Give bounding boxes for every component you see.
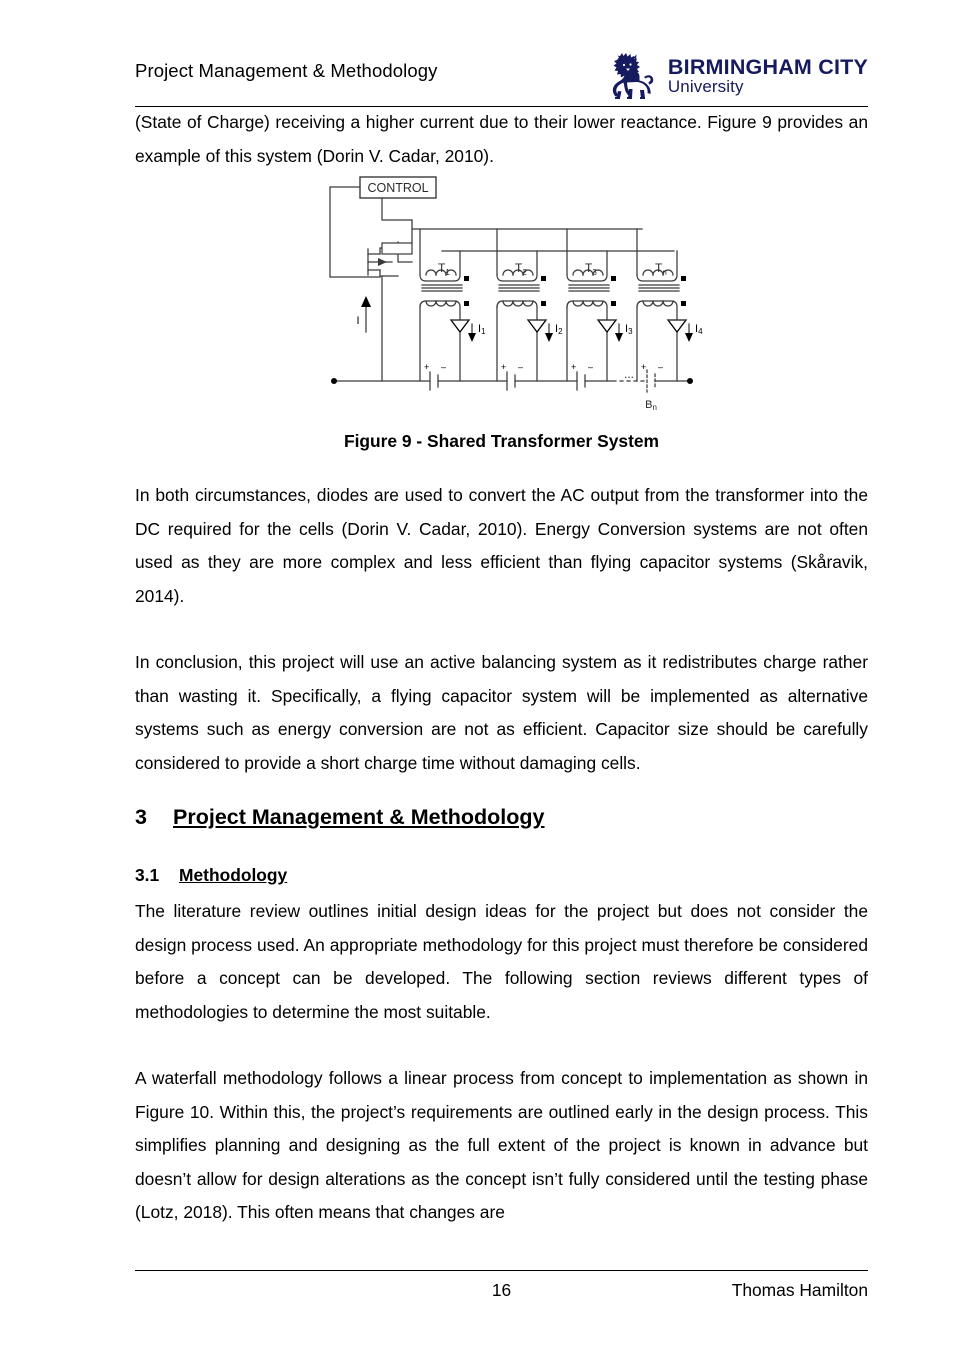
- page-footer: [135, 1280, 868, 1308]
- header-title: Project Management & Methodology: [135, 60, 438, 81]
- heading-3-1-number: 3.1: [135, 865, 160, 885]
- battery-n-minus: –: [657, 362, 663, 372]
- diode-current-label-i3: I3: [624, 323, 633, 336]
- battery-label-bn: Bn: [644, 399, 657, 412]
- lion-icon: [607, 52, 659, 100]
- paragraph-3-container: [135, 646, 868, 780]
- logo-line-2: University: [667, 77, 744, 97]
- heading-3-number: 3: [135, 805, 147, 829]
- diode-current-label-i2: I2: [554, 323, 563, 336]
- paragraph-1: (State of Charge) receiving a higher current due to their lower reactance. Figure 9 provides an example of this system (Dorin V. Cadar, 2010).: [135, 112, 868, 166]
- transformer-label-tn: $T_n$: [654, 261, 667, 277]
- diode-current-label-i4: I4: [694, 323, 703, 336]
- transformer-label-t3: $T_3$: [584, 261, 597, 277]
- footer-page-number: 16: [491, 1280, 512, 1300]
- footer-divider: [135, 1270, 868, 1271]
- battery-3-plus: +: [570, 362, 576, 372]
- transformer-label-t1: $T_1$: [437, 261, 450, 277]
- logo-wordmark: [668, 56, 868, 96]
- current-label-I: I: [355, 315, 360, 327]
- battery-1-minus: –: [440, 362, 446, 372]
- logo-line-1: BIRMINGHAM CITY: [667, 54, 868, 79]
- page-header: [135, 52, 868, 108]
- control-box-label: CONTROL: [366, 181, 429, 195]
- footer-author: Thomas Hamilton: [731, 1280, 868, 1300]
- transformer-label-t2: $T_2$: [514, 261, 527, 277]
- ellipsis-label: ...: [623, 367, 634, 381]
- paragraph-5-container: [135, 1062, 868, 1230]
- figure-9-caption: Figure 9 - Shared Transformer System: [343, 431, 660, 451]
- heading-3-text: Project Management & Methodology: [173, 805, 545, 829]
- battery-3-minus: –: [587, 362, 593, 372]
- paragraph-3: In conclusion, this project will use an active balancing system as it redistributes charge rather than wasting it. Specifically, a flying capacitor system will be implemented as alternative systems such as energy conversion are not as efficient. Capacitor size should be carefully considered to provide a short charge time without damaging cells.: [135, 652, 868, 773]
- heading-3-project-management: [135, 803, 868, 831]
- battery-n-plus: +: [640, 362, 646, 372]
- paragraph-4-container: [135, 895, 868, 1029]
- paragraph-2-container: [135, 479, 868, 613]
- diode-current-label-i1: I1: [477, 323, 486, 336]
- heading-3-1-text: Methodology: [179, 865, 288, 885]
- paragraph-4: The literature review outlines initial design ideas for the project but does not consider the design process used. An appropriate methodology for this project must therefore be considered before a concept can be developed. The following section reviews different types of methodologies to determine the most suitable.: [135, 901, 868, 1022]
- heading-3-1-methodology: [135, 863, 868, 887]
- figure-9: [135, 172, 868, 453]
- shared-transformer-circuit-diagram: [312, 172, 703, 415]
- university-logo: [607, 52, 868, 100]
- paragraph-2: In both circumstances, diodes are used to convert the AC output from the transformer into the DC required for the cells (Dorin V. Cadar, 2010). Energy Conversion systems are not often used as they are more complex and less efficient than flying capacitor systems (Skåravik, 2014).: [135, 485, 868, 606]
- battery-2-minus: –: [517, 362, 523, 372]
- battery-1-plus: +: [423, 362, 429, 372]
- battery-2-plus: +: [500, 362, 506, 372]
- paragraph-5: A waterfall methodology follows a linear process from concept to implementation as shown in Figure 10. Within this, the project’s requirements are outlined early in the design process. This simplifies planning and designing as the full extent of the project is known in advance but doesn’t allow for design alterations as the concept isn’t fully considered until the testing phase (Lotz, 2018). This often means that changes are: [135, 1068, 868, 1222]
- paragraph-1-container: [135, 106, 868, 173]
